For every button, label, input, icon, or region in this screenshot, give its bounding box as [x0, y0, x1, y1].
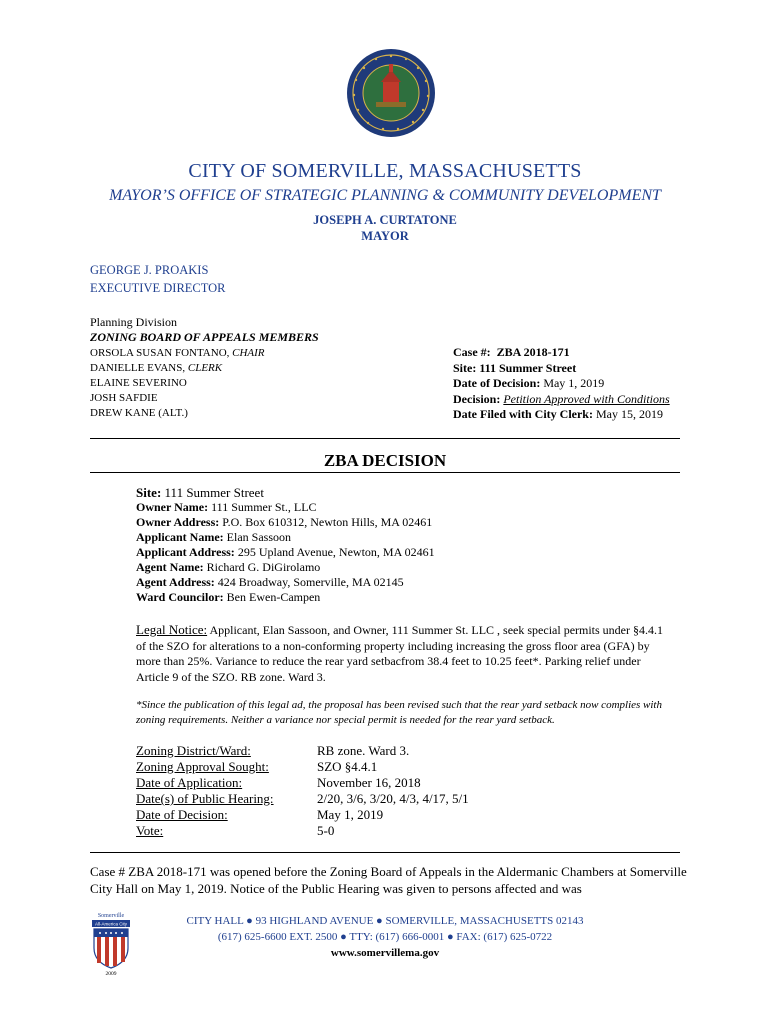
detail-agent-address: Agent Address: 424 Broadway, Somerville, MA 02145 — [136, 575, 404, 589]
zoning-value: SZO §4.4.1 — [317, 759, 378, 774]
legal-notice-heading: Legal Notice: — [136, 622, 208, 637]
zoning-value: 2/20, 3/6, 3/20, 4/3, 4/17, 5/1 — [317, 791, 469, 806]
footer-address: CITY HALL ● 93 HIGHLAND AVENUE ● SOMERVILLE, MASSACHUSETTS 02143 — [186, 915, 584, 927]
divider — [90, 472, 680, 473]
case-decision: Decision: Petition Approved with Conditions — [453, 391, 670, 406]
executive-director-title: EXECUTIVE DIRECTOR — [90, 281, 226, 295]
mayor-name: JOSEPH A. CURTATONE — [313, 213, 457, 227]
board-member: ORSOLA SUSAN FONTANO, CHAIR — [90, 347, 265, 359]
zoning-label: Zoning District/Ward: — [136, 743, 251, 758]
board-member: DANIELLE EVANS, CLERK — [90, 362, 223, 374]
board-member: JOSH SAFDIE — [90, 392, 158, 404]
logo-banner-text: All-America City — [94, 921, 128, 927]
city-seal-logo — [346, 48, 436, 138]
zoning-value: November 16, 2018 — [317, 775, 421, 790]
case-number: Case #: ZBA 2018-171 — [453, 345, 570, 359]
detail-applicant-address: Applicant Address: 295 Upland Avenue, Newton, MA 02461 — [136, 545, 435, 559]
case-filed-date: Date Filed with City Clerk: May 15, 2019 — [453, 407, 663, 421]
zoning-value: May 1, 2019 — [317, 807, 384, 822]
detail-owner-address: Owner Address: P.O. Box 610312, Newton Hills, MA 02461 — [136, 515, 433, 529]
board-member: ELAINE SEVERINO — [90, 377, 187, 389]
mayor-title: MAYOR — [361, 229, 409, 243]
zoning-label: Date of Application: — [136, 775, 243, 790]
zoning-value: 5-0 — [317, 823, 335, 838]
decision-title: ZBA DECISION — [323, 451, 447, 470]
city-title: CITY OF SOMERVILLE, MASSACHUSETTS — [188, 160, 582, 182]
footer-phone: (617) 625-6600 EXT. 2500 ● TTY: (617) 666-0001 ● FAX: (617) 625-0722 — [217, 931, 553, 943]
board-members-heading: ZONING BOARD OF APPEALS MEMBERS — [90, 330, 319, 344]
detail-owner: Owner Name: 111 Summer St., LLC — [136, 500, 317, 514]
zoning-value: RB zone. Ward 3. — [317, 743, 410, 758]
zoning-label: Date(s) of Public Hearing: — [136, 791, 274, 806]
case-summary — [453, 345, 670, 423]
board-member: DREW KANE (ALT.) — [90, 407, 188, 419]
zoning-label: Date of Decision: — [136, 807, 228, 822]
footer-website-link[interactable]: www.somervillema.gov — [330, 947, 440, 959]
case-decision-date: Date of Decision: May 1, 2019 — [453, 376, 605, 390]
divider — [90, 438, 680, 439]
executive-director-name: GEORGE J. PROAKIS — [90, 263, 209, 277]
closing-paragraph: Case # ZBA 2018-171 was opened before the Zoning Board of Appeals in the Aldermanic Chambers at Somerville City Hall on May 1, 2019. Notice of the Public Hearing was given to persons affected and was — [90, 864, 687, 896]
zoning-label: Zoning Approval Sought: — [136, 759, 269, 774]
divider — [90, 852, 680, 853]
detail-ward-councilor: Ward Councilor: Ben Ewen-Campen — [136, 590, 321, 604]
case-details — [136, 485, 435, 605]
detail-site: Site: 111 Summer Street — [136, 485, 264, 500]
logo-year-text: 2009 — [105, 971, 117, 976]
revised-note: *Since the publication of this legal ad, the proposal has been revised such that the rear yard setback now complies with zoning requirements. Neither a variance nor special permit is needed for the rear yard setback. — [136, 699, 662, 726]
legal-notice — [136, 622, 671, 685]
logo-top-text: Somerville — [97, 913, 125, 919]
legal-notice-text: Applicant, Elan Sassoon, and Owner, 111 Summer St. LLC , seek special permits under §4.4.1 of the SZO for alterations to a non-conforming property including increasing the gross floor area (GFA) by more than 25%. Variance to reduce the rear yard setbacfrom 38.4 feet to 10.25 feet*. Parking relief under Article 9 of the SZO. RB zone. Ward 3. — [136, 623, 664, 684]
detail-applicant: Applicant Name: Elan Sassoon — [136, 530, 292, 544]
detail-agent: Agent Name: Richard G. DiGirolamo — [136, 560, 321, 574]
office-title: MAYOR’S OFFICE OF STRATEGIC PLANNING & COMMUNITY DEVELOPMENT — [109, 187, 661, 204]
planning-division: Planning Division — [90, 315, 178, 329]
case-site: Site: 111 Summer Street — [453, 360, 577, 375]
zoning-label: Vote: — [136, 823, 164, 838]
